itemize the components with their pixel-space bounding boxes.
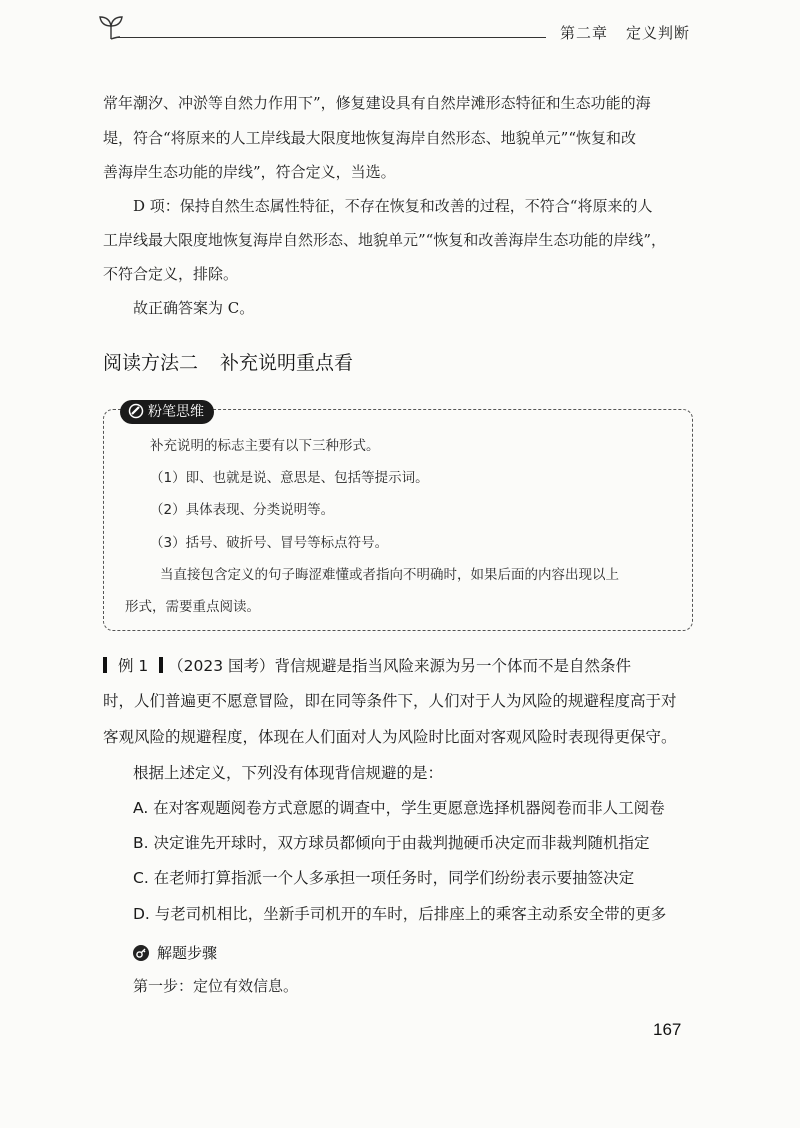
example-first-line <box>103 655 631 677</box>
example-bar-left <box>103 657 107 673</box>
explanation-line: 常年潮汐、冲淤等自然力作用下”，修复建设具有自然岸滩形态特征和生态功能的海 <box>103 94 651 112</box>
option-a: A. 在对客观题阅卷方式意愿的调查中，学生更愿意选择机器阅卷而非人工阅卷 <box>133 799 665 817</box>
heading-label: 阅读方法二 <box>103 352 199 374</box>
explanation-line: 工岸线最大限度地恢复海岸自然形态、地貌单元”“恢复和改善海岸生态功能的岸线”， <box>103 231 667 249</box>
example-line: 时，人们普遍更不愿意冒险，即在同等条件下，人们对于人为风险的规避程度高于对 <box>103 692 677 710</box>
example-line: 客观风险的规避程度，体现在人们面对人为风险时比面对客观风险时表现得更保守。 <box>103 728 677 746</box>
explanation-line: D 项：保持自然生态属性特征，不存在恢复和改善的过程，不符合“将原来的人 <box>133 197 653 215</box>
heading-title: 补充说明重点看 <box>220 352 354 374</box>
solution-title-text: 解题步骤 <box>157 944 218 962</box>
tip-badge-label: 粉笔思维 <box>148 404 204 420</box>
page-number: 167 <box>653 1020 682 1039</box>
answer-line: 故正确答案为 C。 <box>133 299 255 317</box>
option-d: D. 与老司机相比，坐新手司机开的车时，后排座上的乘客主动系安全带的更多 <box>133 905 667 923</box>
explanation-line: 堤，符合“将原来的人工岸线最大限度地恢复海岸自然形态、地貌单元”“恢复和改 <box>103 129 637 147</box>
solution-step-1: 第一步：定位有效信息。 <box>133 977 299 995</box>
header-rule <box>118 37 546 38</box>
example-label: 例 1 <box>117 657 149 675</box>
explanation-line: 善海岸生态功能的岸线”，符合定义，当选。 <box>103 163 396 181</box>
example-text: （2023 国考）背信规避是指当风险来源为另一个体而不是自然条件 <box>168 657 631 675</box>
tip-line: 形式，需要重点阅读。 <box>125 599 260 615</box>
chalk-icon <box>128 403 144 419</box>
question-stem: 根据上述定义，下列没有体现背信规避的是： <box>133 764 444 782</box>
key-icon <box>133 945 149 961</box>
option-b: B. 决定谁先开球时，双方球员都倾向于由裁判抛硬币决定而非裁判随机指定 <box>133 834 650 852</box>
tip-line: （3）括号、破折号、冒号等标点符号。 <box>150 535 389 551</box>
option-c: C. 在老师打算指派一个人多承担一项任务时，同学们纷纷表示要抽签决定 <box>133 869 635 887</box>
section-label: 定义判断 <box>626 24 691 42</box>
section-heading <box>103 348 353 375</box>
explanation-line: 不符合定义，排除。 <box>103 265 239 283</box>
tip-line: 补充说明的标志主要有以下三种形式。 <box>150 438 380 454</box>
header-chapter <box>560 22 690 43</box>
solution-title <box>133 942 217 963</box>
running-header <box>0 0 800 60</box>
tip-line: （2）具体表现、分类说明等。 <box>150 502 335 518</box>
chapter-label: 第二章 <box>560 24 609 42</box>
tip-badge <box>120 400 214 424</box>
tip-line: （1）即、也就是说、意思是、包括等提示词。 <box>150 470 429 486</box>
tip-line: 当直接包含定义的句子晦涩难懂或者指向不明确时，如果后面的内容出现以上 <box>160 567 619 583</box>
example-bar-right <box>159 657 163 673</box>
